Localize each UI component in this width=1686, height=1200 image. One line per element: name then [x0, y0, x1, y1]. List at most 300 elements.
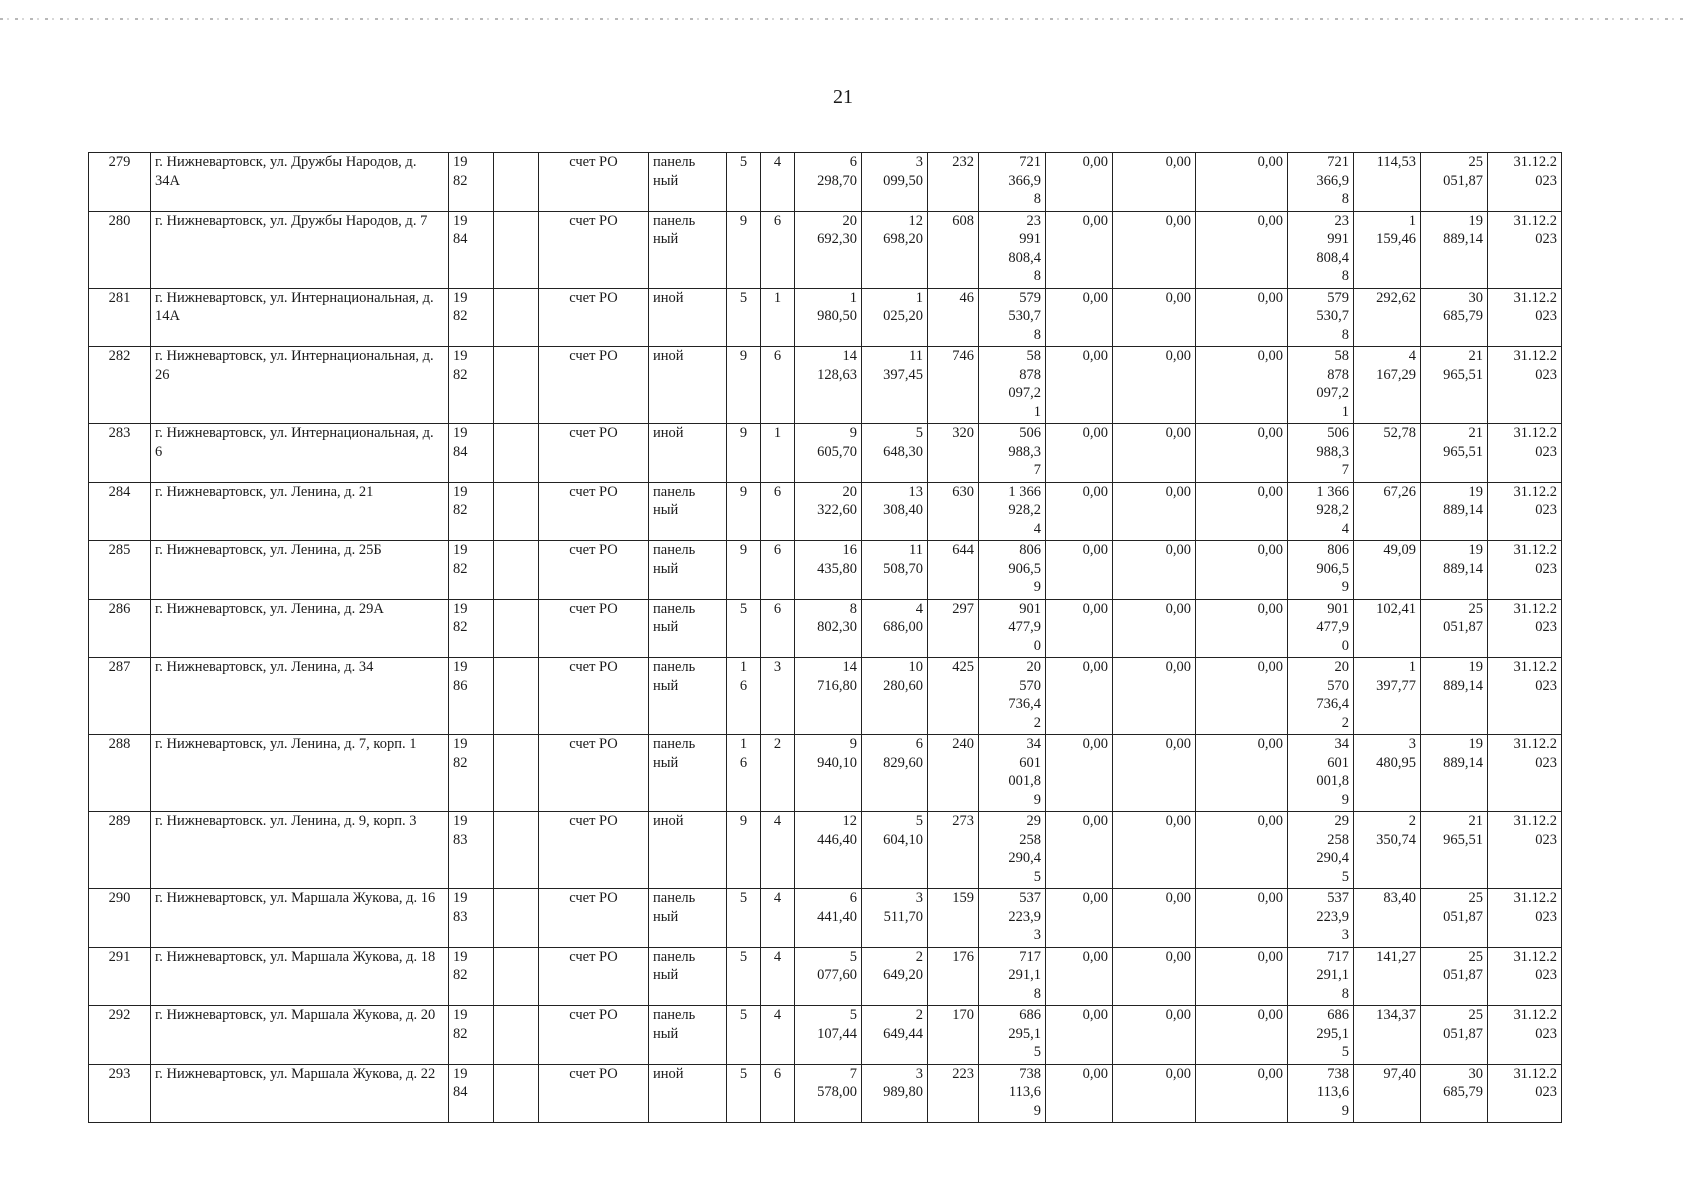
year-built-cell-line: 82 — [453, 1025, 468, 1042]
address-cell: г. Нижневартовск, ул. Ленина, д. 29А — [151, 599, 449, 658]
year-built-cell-line: 82 — [453, 619, 468, 635]
wall-material-cell — [649, 288, 727, 347]
floors-cell — [727, 1064, 761, 1123]
owners-cost-cell-line: 808,4 — [1316, 249, 1349, 266]
completion-date-cell-line: 31.12.2 — [1513, 542, 1557, 558]
owners-cost-cell-line: 8 — [1341, 326, 1349, 343]
owners-cost-cell-line: 8 — [1341, 191, 1349, 207]
living-area-cell-line: 604,10 — [883, 831, 923, 848]
max-unit-cost-cell — [1421, 658, 1488, 735]
living-area-cell — [862, 153, 928, 212]
floors-cell — [727, 347, 761, 424]
floors-cell — [727, 211, 761, 288]
max-unit-cost-cell-line: 19 — [1468, 542, 1483, 558]
table-row — [89, 541, 1562, 600]
total-area-cell-line: 980,50 — [817, 308, 857, 324]
municipal-cost-cell: 0,00 — [1196, 541, 1288, 600]
completion-date-cell-line: 023 — [1535, 443, 1557, 460]
fund-cost-cell: 0,00 — [1046, 482, 1113, 541]
address-cell: г. Нижневартовск, ул. Маршала Жукова, д. 20 — [151, 1006, 449, 1065]
living-area-cell-line: 308,40 — [883, 502, 923, 518]
floors-cell-line: 5 — [739, 948, 748, 965]
entrances-cell-line: 4 — [773, 948, 782, 965]
floors-cell-line: 9 — [739, 483, 748, 500]
row-number: 283 — [89, 424, 151, 483]
owners-cost-cell-line: 736,4 — [1316, 696, 1349, 712]
empty-cell — [494, 211, 539, 288]
wall-material-cell-line: иной — [653, 813, 684, 829]
owners-cost-cell-line: 530,7 — [1316, 308, 1349, 324]
total-cost-cell-line: 2 — [1033, 714, 1041, 731]
year-built-cell — [449, 153, 494, 212]
wall-material-cell — [649, 153, 727, 212]
max-unit-cost-cell — [1421, 735, 1488, 812]
region-cost-cell: 0,00 — [1113, 1006, 1196, 1065]
total-area-cell — [795, 1064, 862, 1123]
owners-cost-cell — [1288, 735, 1354, 812]
region-cost-cell: 0,00 — [1113, 735, 1196, 812]
address-cell: г. Нижневартовск. ул. Ленина, д. 9, корп. 3 — [151, 812, 449, 889]
total-area-cell — [795, 288, 862, 347]
max-unit-cost-cell — [1421, 153, 1488, 212]
completion-date-cell-line: 023 — [1535, 1084, 1557, 1100]
total-cost-cell-line: 537 — [1019, 890, 1041, 906]
completion-date-cell-line: 023 — [1535, 967, 1557, 983]
year-built-cell-line: 19 — [453, 542, 468, 558]
total-cost-cell-line: 988,3 — [1008, 443, 1041, 460]
fund-method-cell: счет РО — [539, 1006, 649, 1065]
address-cell: г. Нижневартовск, ул. Маршала Жукова, д. 18 — [151, 947, 449, 1006]
residents-cell: 320 — [928, 424, 979, 483]
max-unit-cost-cell-line: 889,14 — [1443, 560, 1483, 577]
region-cost-cell: 0,00 — [1113, 947, 1196, 1006]
housing-register-table — [88, 152, 1562, 1123]
unit-cost-cell-line: 292,62 — [1376, 289, 1416, 306]
empty-cell — [494, 947, 539, 1006]
total-cost-cell — [979, 658, 1046, 735]
table-row — [89, 211, 1562, 288]
total-cost-cell-line: 20 — [1026, 659, 1041, 675]
owners-cost-cell-line: 290,4 — [1316, 850, 1349, 866]
table-row — [89, 424, 1562, 483]
total-area-cell — [795, 889, 862, 948]
wall-material-cell-line: панель — [653, 600, 696, 617]
total-area-cell-line: 5 — [849, 1007, 857, 1023]
year-built-cell-line: 83 — [453, 908, 468, 925]
address-cell: г. Нижневартовск, ул. Ленина, д. 25Б — [151, 541, 449, 600]
max-unit-cost-cell-line: 685,79 — [1443, 308, 1483, 324]
completion-date-cell-line: 31.12.2 — [1513, 659, 1557, 675]
region-cost-cell: 0,00 — [1113, 658, 1196, 735]
register-body — [89, 153, 1562, 1123]
living-area-cell-line: 1 — [915, 289, 923, 306]
fund-cost-cell: 0,00 — [1046, 947, 1113, 1006]
max-unit-cost-cell-line: 051,87 — [1443, 1025, 1483, 1042]
living-area-cell-line: 4 — [915, 600, 923, 617]
completion-date-cell-line: 31.12.2 — [1513, 425, 1557, 441]
residents-cell: 630 — [928, 482, 979, 541]
residents-cell: 746 — [928, 347, 979, 424]
unit-cost-cell — [1354, 541, 1421, 600]
living-area-cell-line: 099,50 — [883, 172, 923, 189]
completion-date-cell — [1488, 1064, 1562, 1123]
owners-cost-cell-line: 9 — [1341, 791, 1349, 808]
total-area-cell-line: 298,70 — [817, 172, 857, 189]
total-area-cell-line: 578,00 — [817, 1084, 857, 1100]
total-area-cell — [795, 482, 862, 541]
floors-cell — [727, 541, 761, 600]
max-unit-cost-cell-line: 25 — [1468, 154, 1483, 170]
owners-cost-cell-line: 537 — [1327, 890, 1349, 906]
table-row — [89, 599, 1562, 658]
total-cost-cell-line: 686 — [1019, 1007, 1041, 1023]
total-cost-cell-line: 8 — [1033, 326, 1041, 343]
living-area-cell-line: 698,20 — [883, 231, 923, 247]
year-built-cell-line: 19 — [453, 890, 468, 906]
wall-material-cell — [649, 347, 727, 424]
owners-cost-cell-line: 29 — [1334, 813, 1349, 829]
year-built-cell — [449, 947, 494, 1006]
owners-cost-cell-line: 9 — [1341, 1102, 1349, 1119]
completion-date-cell-line: 31.12.2 — [1513, 813, 1557, 829]
total-cost-cell-line: 366,9 — [1008, 172, 1041, 189]
max-unit-cost-cell — [1421, 889, 1488, 948]
total-area-cell-line: 14 — [842, 348, 857, 364]
max-unit-cost-cell — [1421, 482, 1488, 541]
total-cost-cell-line: 901 — [1019, 600, 1041, 617]
row-number: 282 — [89, 347, 151, 424]
unit-cost-cell — [1354, 735, 1421, 812]
wall-material-cell — [649, 1006, 727, 1065]
total-cost-cell — [979, 1064, 1046, 1123]
entrances-cell-line: 1 — [773, 425, 782, 441]
total-cost-cell-line: 23 — [1026, 212, 1041, 229]
total-cost-cell-line: 29 — [1026, 813, 1041, 829]
living-area-cell — [862, 1064, 928, 1123]
entrances-cell-line: 6 — [773, 600, 782, 617]
fund-cost-cell: 0,00 — [1046, 889, 1113, 948]
year-built-cell-line: 83 — [453, 831, 468, 848]
total-cost-cell — [979, 153, 1046, 212]
total-cost-cell-line: 8 — [1033, 985, 1041, 1002]
year-built-cell-line: 82 — [453, 560, 468, 577]
year-built-cell-line: 19 — [453, 948, 468, 965]
row-number: 290 — [89, 889, 151, 948]
owners-cost-cell — [1288, 211, 1354, 288]
owners-cost-cell — [1288, 347, 1354, 424]
total-area-cell — [795, 658, 862, 735]
year-built-cell — [449, 599, 494, 658]
total-cost-cell-line: 9 — [1033, 1102, 1041, 1119]
unit-cost-cell — [1354, 599, 1421, 658]
year-built-cell-line: 19 — [453, 425, 468, 441]
municipal-cost-cell: 0,00 — [1196, 211, 1288, 288]
total-cost-cell-line: 928,2 — [1008, 502, 1041, 518]
floors-cell-line: 5 — [739, 289, 748, 306]
year-built-cell — [449, 482, 494, 541]
wall-material-cell — [649, 424, 727, 483]
living-area-cell-line: 648,30 — [883, 443, 923, 460]
fund-method-cell: счет РО — [539, 211, 649, 288]
address-cell: г. Нижневартовск, ул. Маршала Жукова, д. 16 — [151, 889, 449, 948]
empty-cell — [494, 889, 539, 948]
total-area-cell-line: 20 — [842, 212, 857, 229]
wall-material-cell-line: панель — [653, 542, 696, 558]
living-area-cell — [862, 947, 928, 1006]
max-unit-cost-cell-line: 051,87 — [1443, 908, 1483, 925]
max-unit-cost-cell-line: 21 — [1468, 813, 1483, 829]
max-unit-cost-cell — [1421, 288, 1488, 347]
total-cost-cell-line: 506 — [1019, 425, 1041, 441]
year-built-cell — [449, 1064, 494, 1123]
max-unit-cost-cell — [1421, 812, 1488, 889]
wall-material-cell-line: ный — [653, 908, 679, 925]
living-area-cell-line: 3 — [915, 1065, 923, 1082]
region-cost-cell: 0,00 — [1113, 211, 1196, 288]
address-cell: г. Нижневартовск, ул. Интернациональная, д. 26 — [151, 347, 449, 424]
year-built-cell — [449, 211, 494, 288]
fund-cost-cell: 0,00 — [1046, 1064, 1113, 1123]
completion-date-cell — [1488, 658, 1562, 735]
row-number: 285 — [89, 541, 151, 600]
fund-cost-cell: 0,00 — [1046, 735, 1113, 812]
owners-cost-cell-line: 928,2 — [1316, 502, 1349, 518]
region-cost-cell: 0,00 — [1113, 812, 1196, 889]
owners-cost-cell-line: 3 — [1341, 927, 1349, 943]
residents-cell: 644 — [928, 541, 979, 600]
table-row — [89, 812, 1562, 889]
year-built-cell-line: 19 — [453, 659, 468, 675]
address-cell: г. Нижневартовск, ул. Маршала Жукова, д. 22 — [151, 1064, 449, 1123]
owners-cost-cell-line: 988,3 — [1316, 443, 1349, 460]
living-area-cell-line: 5 — [915, 813, 923, 829]
region-cost-cell: 0,00 — [1113, 288, 1196, 347]
owners-cost-cell — [1288, 424, 1354, 483]
entrances-cell-line: 4 — [773, 154, 782, 170]
living-area-cell-line: 508,70 — [883, 560, 923, 577]
fund-cost-cell: 0,00 — [1046, 541, 1113, 600]
year-built-cell-line: 82 — [453, 754, 468, 771]
total-area-cell-line: 6 — [849, 890, 857, 906]
max-unit-cost-cell-line: 051,87 — [1443, 967, 1483, 983]
year-built-cell-line: 19 — [453, 348, 468, 364]
fund-method-cell: счет РО — [539, 599, 649, 658]
total-area-cell-line: 5 — [849, 948, 857, 965]
year-built-cell-line: 84 — [453, 443, 468, 460]
total-area-cell — [795, 599, 862, 658]
max-unit-cost-cell-line: 685,79 — [1443, 1084, 1483, 1100]
unit-cost-cell-line: 67,26 — [1383, 483, 1416, 500]
address-cell: г. Нижневартовск, ул. Дружбы Народов, д. 34А — [151, 153, 449, 212]
total-cost-cell-line: 570 — [1019, 677, 1041, 694]
year-built-cell — [449, 735, 494, 812]
max-unit-cost-cell-line: 19 — [1468, 736, 1483, 752]
living-area-cell-line: 025,20 — [883, 308, 923, 324]
floors-cell-line: 9 — [739, 813, 748, 829]
residents-cell: 170 — [928, 1006, 979, 1065]
unit-cost-cell — [1354, 889, 1421, 948]
living-area-cell-line: 5 — [915, 425, 923, 441]
floors-cell-line: 6 — [739, 677, 748, 694]
wall-material-cell — [649, 599, 727, 658]
total-area-cell-line: 16 — [842, 542, 857, 558]
total-cost-cell-line: 579 — [1019, 289, 1041, 306]
max-unit-cost-cell — [1421, 347, 1488, 424]
year-built-cell-line: 82 — [453, 967, 468, 983]
wall-material-cell — [649, 541, 727, 600]
empty-cell — [494, 658, 539, 735]
fund-method-cell: счет РО — [539, 541, 649, 600]
address-cell: г. Нижневартовск, ул. Интернациональная, д. 14А — [151, 288, 449, 347]
completion-date-cell — [1488, 735, 1562, 812]
year-built-cell — [449, 1006, 494, 1065]
year-built-cell-line: 19 — [453, 1065, 468, 1082]
total-area-cell-line: 692,30 — [817, 231, 857, 247]
municipal-cost-cell: 0,00 — [1196, 1006, 1288, 1065]
floors-cell-line: 6 — [739, 754, 748, 771]
total-area-cell-line: 435,80 — [817, 560, 857, 577]
completion-date-cell — [1488, 424, 1562, 483]
address-cell: г. Нижневартовск, ул. Дружбы Народов, д. 7 — [151, 211, 449, 288]
entrances-cell — [761, 424, 795, 483]
residents-cell: 223 — [928, 1064, 979, 1123]
owners-cost-cell-line: 506 — [1327, 425, 1349, 441]
residents-cell: 232 — [928, 153, 979, 212]
owners-cost-cell-line: 477,9 — [1316, 619, 1349, 635]
entrances-cell — [761, 1064, 795, 1123]
municipal-cost-cell: 0,00 — [1196, 599, 1288, 658]
municipal-cost-cell: 0,00 — [1196, 947, 1288, 1006]
entrances-cell — [761, 153, 795, 212]
total-cost-cell-line: 291,1 — [1008, 967, 1041, 983]
year-built-cell-line: 82 — [453, 366, 468, 383]
owners-cost-cell — [1288, 153, 1354, 212]
total-area-cell — [795, 947, 862, 1006]
fund-method-cell: счет РО — [539, 153, 649, 212]
table-row — [89, 153, 1562, 212]
fund-method-cell: счет РО — [539, 889, 649, 948]
empty-cell — [494, 1064, 539, 1123]
unit-cost-cell-line: 167,29 — [1376, 366, 1416, 383]
unit-cost-cell — [1354, 1006, 1421, 1065]
year-built-cell-line: 19 — [453, 154, 468, 170]
unit-cost-cell-line: 102,41 — [1376, 600, 1416, 617]
owners-cost-cell-line: 23 — [1334, 212, 1349, 229]
total-cost-cell-line: 878 — [1019, 366, 1041, 383]
owners-cost-cell-line: 8 — [1341, 985, 1349, 1002]
owners-cost-cell-line: 878 — [1327, 366, 1349, 383]
wall-material-cell-line: ный — [653, 231, 679, 247]
owners-cost-cell-line: 258 — [1327, 831, 1349, 848]
total-cost-cell-line: 601 — [1019, 754, 1041, 771]
wall-material-cell-line: иной — [653, 289, 684, 306]
unit-cost-cell — [1354, 482, 1421, 541]
floors-cell — [727, 482, 761, 541]
year-built-cell-line: 82 — [453, 172, 468, 189]
total-area-cell — [795, 541, 862, 600]
total-cost-cell-line: 717 — [1019, 948, 1041, 965]
owners-cost-cell-line: 58 — [1334, 348, 1349, 364]
owners-cost-cell — [1288, 947, 1354, 1006]
living-area-cell-line: 686,00 — [883, 619, 923, 635]
floors-cell-line: 1 — [739, 736, 748, 752]
scan-edge-noise — [0, 18, 1686, 20]
completion-date-cell — [1488, 599, 1562, 658]
max-unit-cost-cell — [1421, 211, 1488, 288]
wall-material-cell-line: панель — [653, 659, 696, 675]
residents-cell: 608 — [928, 211, 979, 288]
living-area-cell — [862, 347, 928, 424]
empty-cell — [494, 153, 539, 212]
living-area-cell — [862, 424, 928, 483]
total-cost-cell — [979, 812, 1046, 889]
row-number: 287 — [89, 658, 151, 735]
municipal-cost-cell: 0,00 — [1196, 735, 1288, 812]
completion-date-cell — [1488, 947, 1562, 1006]
total-cost-cell — [979, 424, 1046, 483]
unit-cost-cell — [1354, 153, 1421, 212]
owners-cost-cell — [1288, 541, 1354, 600]
municipal-cost-cell: 0,00 — [1196, 1064, 1288, 1123]
owners-cost-cell-line: 2 — [1341, 714, 1349, 731]
floors-cell — [727, 735, 761, 812]
total-cost-cell-line: 530,7 — [1008, 308, 1041, 324]
owners-cost-cell-line: 806 — [1327, 542, 1349, 558]
owners-cost-cell-line: 113,6 — [1316, 1084, 1349, 1100]
region-cost-cell: 0,00 — [1113, 347, 1196, 424]
completion-date-cell-line: 31.12.2 — [1513, 736, 1557, 752]
max-unit-cost-cell-line: 889,14 — [1443, 231, 1483, 247]
completion-date-cell-line: 023 — [1535, 908, 1557, 925]
completion-date-cell-line: 023 — [1535, 308, 1557, 324]
total-cost-cell — [979, 347, 1046, 424]
row-number: 291 — [89, 947, 151, 1006]
year-built-cell — [449, 658, 494, 735]
entrances-cell-line: 4 — [773, 890, 782, 906]
floors-cell — [727, 288, 761, 347]
living-area-cell — [862, 812, 928, 889]
total-cost-cell-line: 721 — [1019, 154, 1041, 170]
empty-cell — [494, 288, 539, 347]
total-cost-cell — [979, 541, 1046, 600]
row-number: 281 — [89, 288, 151, 347]
max-unit-cost-cell-line: 30 — [1468, 1065, 1483, 1082]
max-unit-cost-cell-line: 889,14 — [1443, 677, 1483, 694]
living-area-cell — [862, 288, 928, 347]
floors-cell-line: 9 — [739, 212, 748, 229]
owners-cost-cell-line: 717 — [1327, 948, 1349, 965]
completion-date-cell-line: 31.12.2 — [1513, 1007, 1557, 1023]
table-row — [89, 347, 1562, 424]
owners-cost-cell-line: 721 — [1327, 154, 1349, 170]
total-cost-cell-line: 8 — [1033, 191, 1041, 207]
year-built-cell-line: 19 — [453, 736, 468, 752]
row-number: 289 — [89, 812, 151, 889]
residents-cell: 425 — [928, 658, 979, 735]
year-built-cell-line: 19 — [453, 600, 468, 617]
max-unit-cost-cell-line: 25 — [1468, 1007, 1483, 1023]
total-cost-cell-line: 1 — [1033, 403, 1041, 420]
fund-method-cell: счет РО — [539, 735, 649, 812]
max-unit-cost-cell-line: 051,87 — [1443, 172, 1483, 189]
owners-cost-cell-line: 7 — [1341, 462, 1349, 478]
living-area-cell — [862, 482, 928, 541]
unit-cost-cell — [1354, 347, 1421, 424]
living-area-cell — [862, 599, 928, 658]
row-number: 280 — [89, 211, 151, 288]
year-built-cell-line: 19 — [453, 289, 468, 306]
total-cost-cell-line: 4 — [1033, 520, 1041, 537]
